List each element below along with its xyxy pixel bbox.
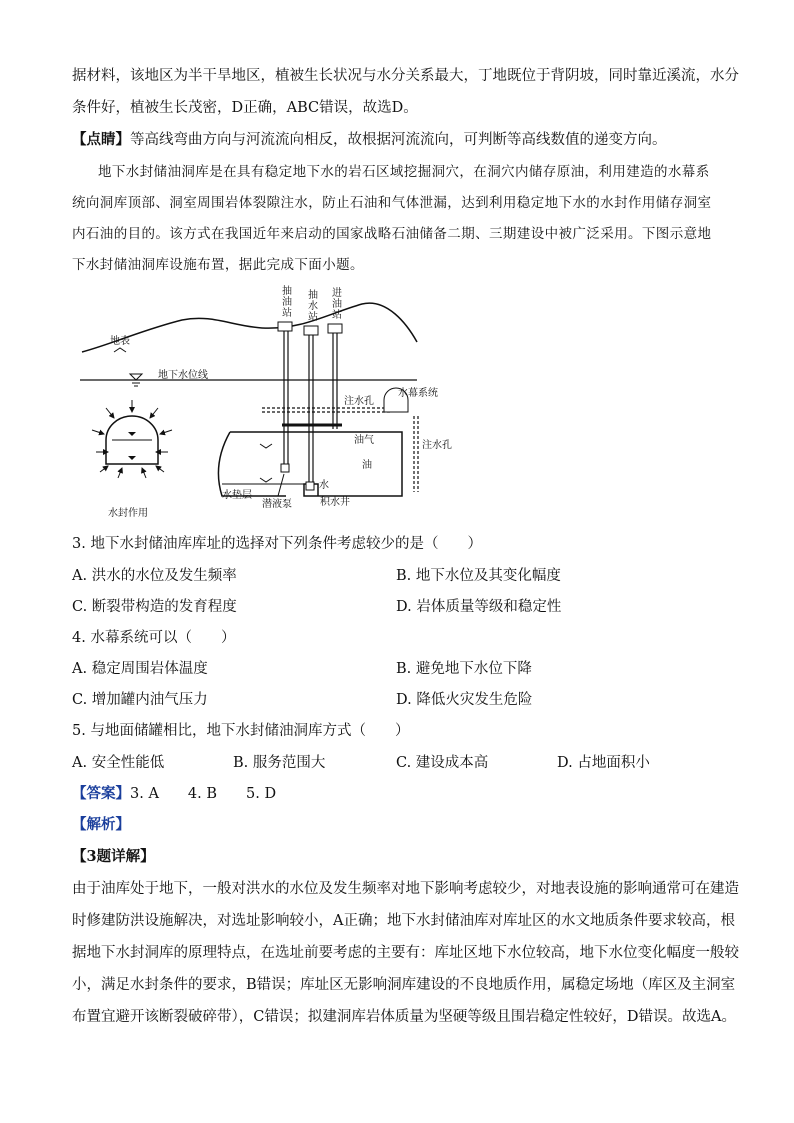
inlet-oil-label: 进油站 — [332, 288, 342, 321]
tip-text: 等高线弯曲方向与河流流向相反，故根据河流流向，可判断等高线数值的递变方向。 — [130, 132, 667, 148]
pump-oil-station — [278, 322, 292, 331]
answer-line — [72, 784, 276, 804]
material-line-2: 统向洞库顶部、洞室周围岩体裂隙注水，防止石油和气体泄漏，达到利用稳定地下水的水封作用储存洞室 — [72, 195, 712, 211]
material-line-4: 下水封储油洞库设施布置，据此完成下面小题。 — [72, 257, 364, 273]
injection-hole-label: 注水孔 — [344, 396, 374, 407]
question-5-stem: 5. 与地面储罐相比，地下水封储油洞库方式（ ） — [72, 723, 410, 739]
pump-water-station — [304, 326, 318, 335]
question-3-option-a[interactable]: A. 洪水的水位及发生频率 — [72, 568, 237, 584]
ground-surface-line — [82, 303, 417, 352]
question-3-stem: 3. 地下水封储油库库址的选择对下列条件考虑较少的是（ ） — [72, 536, 482, 552]
water-table-label: 地下水位线 — [158, 370, 208, 381]
question-4-option-a[interactable]: A. 稳定周围岩体温度 — [72, 661, 208, 677]
question-4-stem: 4. 水幕系统可以（ ） — [72, 630, 236, 646]
question-5-option-a[interactable]: A. 安全性能低 — [72, 755, 165, 771]
question-4-option-d[interactable]: D. 降低火灾发生危险 — [396, 692, 533, 708]
material-line-1: 地下水封储油洞库是在具有稳定地下水的岩石区域挖掘洞穴，在洞穴内储存原油，利用建造的水幕系 — [98, 164, 710, 180]
tip-paragraph — [72, 130, 667, 150]
sump-label: 积水井 — [320, 497, 350, 508]
detail-line-3: 据地下水封洞库的原理特点，在选址前要考虑的主要有：库址区地下水位较高，地下水位变化幅度一般较 — [72, 945, 739, 961]
detail-line-1: 由于油库处于地下，一般对洪水的水位及发生频率对地下影响考虑较少，对地表设施的影响通常可在建造 — [72, 881, 739, 897]
detail-label: 【3题详解】 — [72, 848, 155, 865]
oil-label: 油 — [362, 460, 372, 471]
intro-line-1: 据材料，该地区为半干旱地区，植被生长状况与水分关系最大，丁地既位于背阴坡，同时靠近溪流，水分 — [72, 68, 739, 84]
question-4-option-b[interactable]: B. 避免地下水位下降 — [396, 661, 532, 677]
oil-storage-figure — [72, 284, 452, 524]
answer-text: 3. A 4. B 5. D — [130, 786, 277, 802]
question-5-option-d[interactable]: D. 占地面积小 — [557, 755, 650, 771]
water-cushion-label: 水垫层 — [222, 490, 252, 501]
question-5-option-b[interactable]: B. 服务范围大 — [233, 755, 326, 771]
detail-line-2: 时修建防洪设施解决，对选址影响较小，A正确；地下水封储油库对库址区的水文地质条件要求较高，根 — [72, 913, 735, 929]
pump-oil-label: 抽油站 — [282, 286, 292, 319]
curtain-system-label: 水幕系统 — [398, 388, 438, 399]
oil-gas-label: 油气 — [354, 435, 374, 446]
pump-water-label: 抽水站 — [308, 290, 318, 323]
intro-line-2: 条件好，植被生长茂密，D正确，ABC错误，故选D。 — [72, 100, 418, 116]
question-4-option-c[interactable]: C. 增加罐内油气压力 — [72, 692, 208, 708]
material-line-3: 内石油的目的。该方式在我国近年来启动的国家战略石油储备二期、三期建设中被广泛采用。下图示意地 — [72, 226, 712, 242]
question-3-option-d[interactable]: D. 岩体质量等级和稳定性 — [396, 599, 562, 615]
question-3-option-c[interactable]: C. 断裂带构造的发育程度 — [72, 599, 237, 615]
injection-hole-2-label: 注水孔 — [422, 440, 452, 451]
analysis-label: 【解析】 — [72, 816, 130, 833]
water-label: 水 — [319, 480, 329, 491]
surface-label: 地表 — [110, 336, 130, 347]
tip-label: 【点睛】 — [72, 131, 130, 148]
answer-label: 【答案】 — [72, 785, 130, 802]
water-seal-diagram — [92, 400, 172, 519]
submersible-pump-label: 潜液泵 — [262, 499, 292, 510]
detail-line-4: 小，满足水封条件的要求，B错误；库址区无影响洞库建设的不良地质作用，属稳定场地（库区及主洞室 — [72, 977, 736, 993]
question-5-option-c[interactable]: C. 建设成本高 — [396, 755, 489, 771]
question-3-option-b[interactable]: B. 地下水位及其变化幅度 — [396, 568, 561, 584]
seal-caption: 水封作用 — [108, 508, 148, 519]
inlet-oil-station — [328, 324, 342, 333]
detail-line-5: 布置宜避开该断裂破碎带），C错误；拟建洞库岩体质量为坚硬等级且围岩稳定性较好，D错误。故选A。 — [72, 1009, 736, 1025]
